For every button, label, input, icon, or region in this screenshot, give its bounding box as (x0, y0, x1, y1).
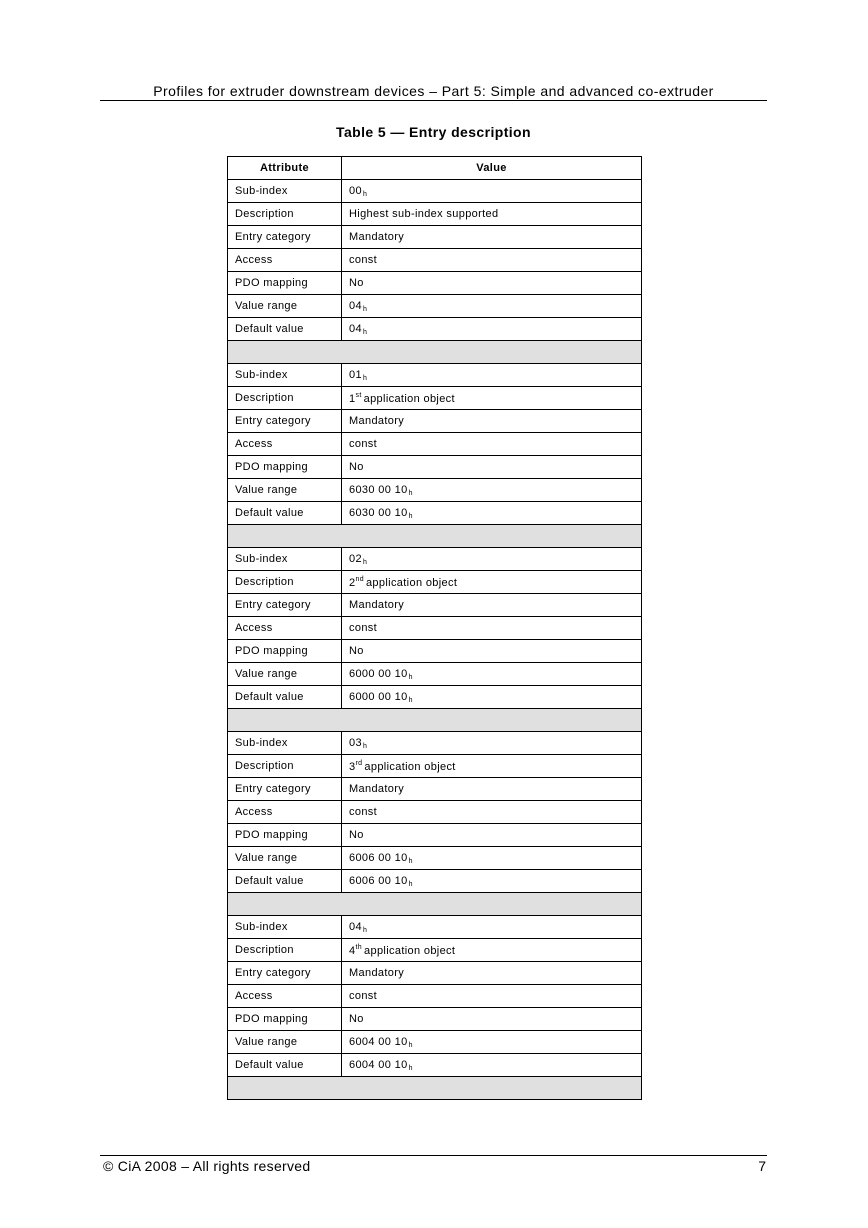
value-cell (342, 364, 642, 387)
group-separator-row (228, 341, 642, 364)
separator-cell (228, 525, 642, 548)
hex-subscript: h (362, 190, 368, 198)
table-body (228, 180, 642, 1100)
hex-subscript: h (408, 696, 413, 704)
ordinal-number: 4 (349, 944, 356, 957)
group-separator-row (228, 893, 642, 916)
attribute-cell: Sub-index (228, 916, 342, 939)
hex-subscript: h (362, 328, 368, 336)
table-row (228, 640, 642, 663)
value-text: const (349, 806, 378, 818)
attribute-cell: Default value (228, 502, 342, 525)
separator-cell (228, 709, 642, 732)
value-cell (342, 1054, 642, 1077)
table-row (228, 870, 642, 893)
value-text: 00 (349, 184, 362, 197)
table-row (228, 663, 642, 686)
table-row (228, 548, 642, 571)
group-separator-row (228, 1077, 642, 1100)
value-cell (342, 663, 642, 686)
value-cell (342, 985, 642, 1008)
separator-cell (228, 1077, 642, 1100)
value-cell (342, 433, 642, 456)
table-row (228, 502, 642, 525)
table-row (228, 755, 642, 778)
value-text: 02 (349, 552, 362, 565)
attribute-cell: Entry category (228, 410, 342, 433)
table-row (228, 295, 642, 318)
value-text: 6030 00 10 (349, 483, 408, 496)
ordinal-suffix: th (355, 943, 363, 951)
attribute-cell: PDO mapping (228, 1008, 342, 1031)
table-row (228, 1031, 642, 1054)
value-text: const (349, 254, 378, 266)
value-text: Mandatory (349, 967, 405, 979)
attribute-cell: Default value (228, 1054, 342, 1077)
running-header: Profiles for extruder downstream devices – Part 5: Simple and advanced co-extruder (153, 83, 714, 99)
attribute-cell: Access (228, 617, 342, 640)
table-row (228, 1008, 642, 1031)
attribute-cell: Access (228, 801, 342, 824)
value-cell (342, 387, 642, 410)
attribute-cell: Entry category (228, 962, 342, 985)
attribute-cell: Description (228, 571, 342, 594)
hex-subscript: h (362, 558, 368, 566)
value-cell (342, 249, 642, 272)
value-cell (342, 755, 642, 778)
value-cell (342, 502, 642, 525)
attribute-cell: Sub-index (228, 364, 342, 387)
attribute-cell: PDO mapping (228, 640, 342, 663)
entry-description-table (227, 156, 642, 1100)
hex-subscript: h (408, 880, 413, 888)
table-row (228, 180, 642, 203)
attribute-cell: Sub-index (228, 732, 342, 755)
value-column-header: Value (342, 157, 642, 180)
attribute-column-header: Attribute (228, 157, 342, 180)
value-text: Mandatory (349, 599, 405, 611)
value-text: application object (364, 944, 456, 957)
table-row (228, 962, 642, 985)
value-cell (342, 732, 642, 755)
attribute-cell: Value range (228, 847, 342, 870)
group-separator-row (228, 709, 642, 732)
value-cell (342, 571, 642, 594)
value-text: 04 (349, 322, 362, 335)
value-cell (342, 778, 642, 801)
attribute-cell: Default value (228, 318, 342, 341)
table-row (228, 226, 642, 249)
attribute-cell: Entry category (228, 594, 342, 617)
value-text: 6006 00 10 (349, 851, 408, 864)
value-cell (342, 870, 642, 893)
hex-subscript: h (408, 1041, 413, 1049)
value-cell (342, 801, 642, 824)
table-row (228, 732, 642, 755)
ordinal-number: 2 (349, 576, 356, 589)
table-row (228, 801, 642, 824)
header-rule (100, 100, 767, 101)
value-cell (342, 456, 642, 479)
table-row (228, 364, 642, 387)
value-cell (342, 686, 642, 709)
value-cell (342, 226, 642, 249)
table-row (228, 203, 642, 226)
attribute-cell: Entry category (228, 226, 342, 249)
table-row (228, 916, 642, 939)
value-cell (342, 180, 642, 203)
attribute-cell: Sub-index (228, 180, 342, 203)
attribute-cell: Value range (228, 295, 342, 318)
value-text: No (349, 277, 364, 289)
value-text: application object (363, 392, 455, 405)
attribute-cell: Sub-index (228, 548, 342, 571)
value-text: 01 (349, 368, 362, 381)
value-text: No (349, 645, 364, 657)
footer-rule (100, 1155, 767, 1156)
attribute-cell: Entry category (228, 778, 342, 801)
hex-subscript: h (362, 374, 368, 382)
table-row (228, 318, 642, 341)
separator-cell (228, 341, 642, 364)
value-text: const (349, 622, 378, 634)
table-row (228, 456, 642, 479)
table-row (228, 433, 642, 456)
table-row (228, 847, 642, 870)
value-cell (342, 203, 642, 226)
table-row (228, 249, 642, 272)
table-caption: Table 5 — Entry description (336, 124, 531, 140)
attribute-cell: Description (228, 755, 342, 778)
attribute-cell: Description (228, 387, 342, 410)
table-row (228, 272, 642, 295)
table-row (228, 939, 642, 962)
value-cell (342, 272, 642, 295)
value-cell (342, 962, 642, 985)
value-cell (342, 548, 642, 571)
value-text: 6006 00 10 (349, 874, 408, 887)
value-text: const (349, 990, 378, 1002)
table-row (228, 571, 642, 594)
hex-subscript: h (362, 305, 368, 313)
value-text: Mandatory (349, 783, 405, 795)
table-row (228, 479, 642, 502)
value-text: 6004 00 10 (349, 1035, 408, 1048)
value-cell (342, 1008, 642, 1031)
table-row (228, 1054, 642, 1077)
table-row (228, 778, 642, 801)
value-text: const (349, 438, 378, 450)
value-text: application object (365, 576, 458, 589)
value-text: No (349, 1013, 364, 1025)
value-text: Mandatory (349, 231, 405, 243)
value-cell (342, 410, 642, 433)
table-header-row (228, 157, 642, 180)
attribute-cell: Value range (228, 663, 342, 686)
attribute-cell: PDO mapping (228, 824, 342, 847)
value-cell (342, 1031, 642, 1054)
group-separator-row (228, 525, 642, 548)
attribute-cell: Description (228, 939, 342, 962)
attribute-cell: Access (228, 249, 342, 272)
value-cell (342, 916, 642, 939)
value-cell (342, 640, 642, 663)
value-cell (342, 847, 642, 870)
table-row (228, 686, 642, 709)
value-text: 6004 00 10 (349, 1058, 408, 1071)
value-cell (342, 617, 642, 640)
hex-subscript: h (408, 1064, 413, 1072)
attribute-cell: PDO mapping (228, 272, 342, 295)
value-text: 6030 00 10 (349, 506, 408, 519)
page-number: 7 (758, 1158, 766, 1174)
value-text: application object (364, 760, 456, 773)
ordinal-suffix: st (355, 391, 362, 399)
hex-subscript: h (408, 857, 413, 865)
hex-subscript: h (408, 512, 413, 520)
hex-subscript: h (408, 673, 413, 681)
table-row (228, 387, 642, 410)
value-text: 03 (349, 736, 362, 749)
table-row (228, 410, 642, 433)
ordinal-suffix: nd (355, 575, 364, 583)
attribute-cell: Value range (228, 1031, 342, 1054)
value-text: 6000 00 10 (349, 690, 408, 703)
table-row (228, 824, 642, 847)
hex-subscript: h (362, 742, 368, 750)
attribute-cell: Description (228, 203, 342, 226)
ordinal-suffix: rd (355, 759, 363, 767)
copyright-notice: © CiA 2008 – All rights reserved (103, 1158, 311, 1174)
separator-cell (228, 893, 642, 916)
value-text: No (349, 829, 364, 841)
attribute-cell: Default value (228, 870, 342, 893)
value-text: Mandatory (349, 415, 405, 427)
ordinal-number: 3 (349, 760, 356, 773)
attribute-cell: Access (228, 433, 342, 456)
attribute-cell: Access (228, 985, 342, 1008)
value-text: 04 (349, 299, 362, 312)
value-cell (342, 824, 642, 847)
value-text: 6000 00 10 (349, 667, 408, 680)
value-text: No (349, 461, 364, 473)
value-text: 04 (349, 920, 362, 933)
attribute-cell: Value range (228, 479, 342, 502)
ordinal-number: 1 (349, 392, 356, 405)
value-cell (342, 318, 642, 341)
table-row (228, 617, 642, 640)
table-row (228, 985, 642, 1008)
table-row (228, 594, 642, 617)
value-cell (342, 939, 642, 962)
value-cell (342, 295, 642, 318)
value-cell (342, 594, 642, 617)
hex-subscript: h (408, 489, 413, 497)
value-cell (342, 479, 642, 502)
attribute-cell: PDO mapping (228, 456, 342, 479)
hex-subscript: h (362, 926, 368, 934)
attribute-cell: Default value (228, 686, 342, 709)
value-text: Highest sub-index supported (349, 208, 499, 220)
